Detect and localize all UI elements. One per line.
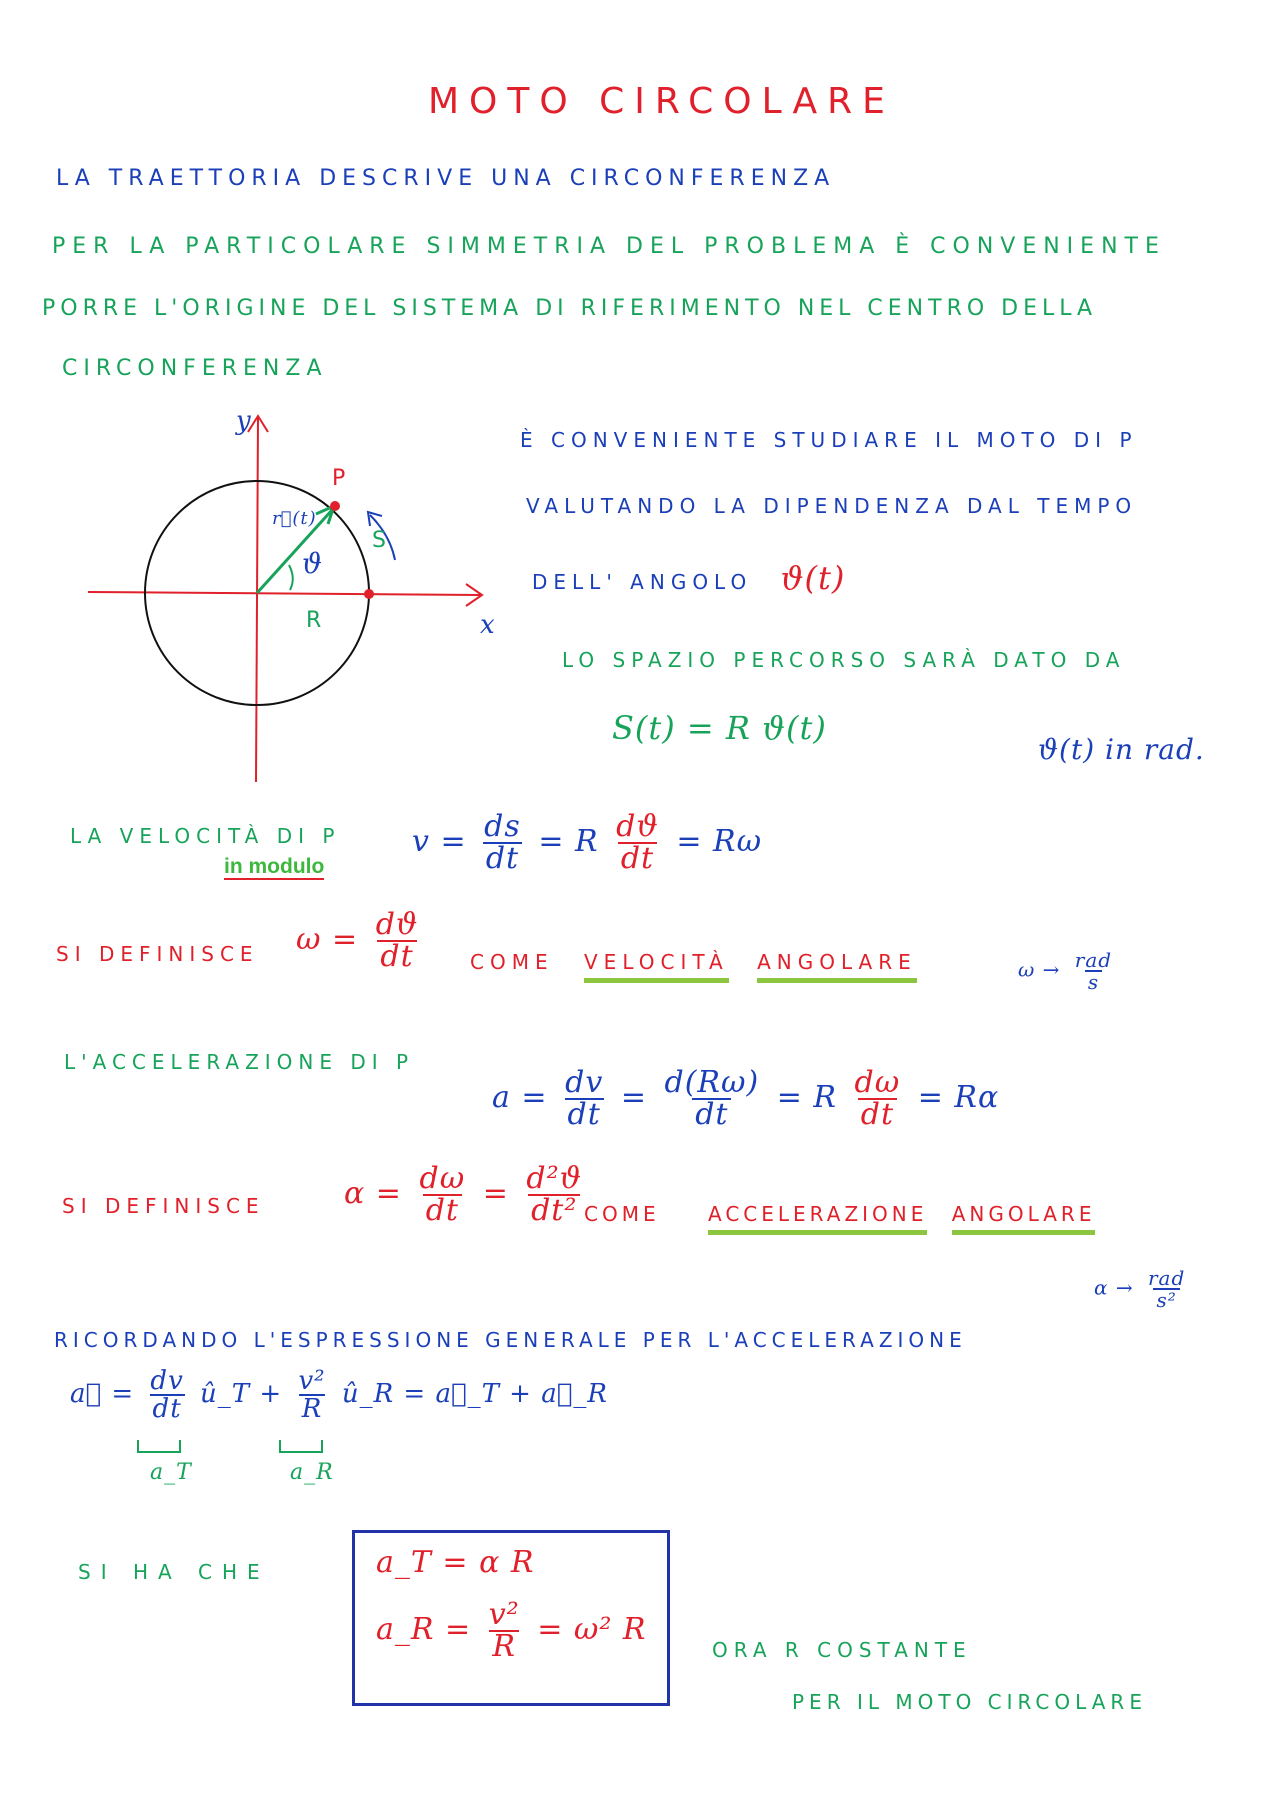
general-f2-den: R [299, 1394, 326, 1422]
study-line-2: VALUTANDO LA DIPENDENZA DAL TEMPO [526, 494, 1138, 518]
eq-1: = [620, 1080, 647, 1115]
d-romega-dt: dt [692, 1098, 731, 1130]
alpha-unit-num: rad [1147, 1266, 1186, 1290]
alpha-formula [344, 1161, 589, 1228]
alpha-unit-den: s² [1153, 1288, 1179, 1310]
alpha-unit-fraction [1145, 1268, 1188, 1310]
brace-a-r: a_R [290, 1460, 334, 1485]
radius-label: R [306, 608, 328, 633]
ds-dt-fraction [481, 809, 524, 876]
space-formula: S(t) = R ϑ(t) [612, 709, 827, 747]
note-line-2: PER IL MOTO CIRCOLARE [792, 1690, 1147, 1714]
omega-unit-lhs: ω → [1018, 957, 1061, 982]
general-fraction-2 [295, 1368, 328, 1422]
d-romega: d(Rω) [664, 1065, 760, 1100]
in-modulo-text: in modulo [224, 855, 325, 878]
in-modulo-note [224, 856, 324, 878]
a-r-lhs: a_R = [376, 1612, 472, 1647]
omega-eq: ω = [296, 922, 359, 957]
velocity-formula [412, 809, 763, 876]
dv-dt-fraction [562, 1065, 606, 1132]
si-ha-che: SI HA CHE [78, 1560, 270, 1584]
eq-3: = Rα [917, 1080, 1000, 1115]
acceleration-formula [492, 1065, 1000, 1132]
study-line-1: È CONVENIENTE STUDIARE IL MOTO DI P [520, 428, 1138, 452]
theta-label: ϑ [302, 547, 324, 580]
y-axis-label: y [236, 406, 252, 436]
intro-line-3: PORRE L'ORIGINE DEL SISTEMA DI RIFERIMENTO NEL CENTRO DELLA [42, 296, 1098, 321]
dv-dt: dt [565, 1098, 604, 1130]
a-r-formula [376, 1597, 647, 1664]
alpha-unit [1094, 1268, 1192, 1310]
omega-unit-den: s [1085, 970, 1102, 992]
alpha-f2-num: d²ϑ [526, 1161, 583, 1196]
angolare-word: ANGOLARE [757, 950, 917, 983]
general-fraction-1 [147, 1368, 186, 1422]
a-r-num: v² [488, 1597, 520, 1632]
velocita-word: VELOCITÀ [584, 950, 729, 983]
study-line-3-text: DELL' ANGOLO [532, 570, 753, 594]
u-t-term: û_T + [200, 1379, 283, 1409]
accelerazione-word: ACCELERAZIONE [708, 1202, 927, 1235]
dt2: dt [618, 842, 657, 874]
ds: ds [484, 809, 521, 844]
dv: dv [565, 1065, 604, 1100]
eq-2: = R [776, 1080, 837, 1115]
dtheta: dϑ [616, 809, 659, 844]
intro-line-1: LA TRAETTORIA DESCRIVE UNA CIRCONFERENZA [56, 166, 836, 191]
d-romega-fraction [662, 1065, 763, 1132]
acceleration-label: L'ACCELERAZIONE DI P [64, 1050, 415, 1074]
omega-unit-fraction [1072, 950, 1115, 992]
study-line-3 [532, 559, 846, 597]
omega-den: dt [377, 940, 416, 972]
alpha-f1-num: dω [419, 1161, 466, 1196]
alpha-come: COME [584, 1202, 660, 1226]
alpha-f1-den: dt [423, 1194, 462, 1226]
note-line-1: ORA R COSTANTE [712, 1638, 972, 1662]
circle-diagram [80, 400, 500, 800]
domega-dt: dt [858, 1098, 897, 1130]
alpha-unit-lhs: α → [1094, 1275, 1134, 1300]
velocity-label: LA VELOCITÀ DI P [70, 824, 341, 848]
alpha-fraction-2 [523, 1161, 585, 1228]
alpha-eq-2: = [482, 1176, 509, 1211]
v-eq: v = [412, 824, 467, 859]
alpha-eq: α = [344, 1176, 402, 1211]
a-vec-eq: a⃗ = [70, 1379, 135, 1409]
brace-a-t: a_T [150, 1460, 192, 1485]
a-t-formula: a_T = α R [376, 1545, 535, 1580]
general-f2-num: v² [298, 1366, 326, 1396]
alpha-def-text: SI DEFINISCE [62, 1194, 265, 1218]
arc-s-label: S [372, 528, 392, 553]
omega-def-text: SI DEFINISCE [56, 942, 259, 966]
alpha-fraction-1 [416, 1161, 468, 1228]
domega: dω [854, 1065, 901, 1100]
eq-r-omega: = Rω [676, 824, 763, 859]
dtheta-dt-fraction [613, 809, 662, 876]
vector-r-label: r⃗(t) [272, 508, 317, 529]
alpha-name [708, 1204, 1095, 1224]
x-axis-label: x [480, 610, 496, 640]
omega-unit [1018, 950, 1119, 992]
general-f1-den: dt [150, 1394, 185, 1422]
omega-unit-num: rad [1074, 948, 1113, 972]
alpha-f2-den: dt² [528, 1194, 580, 1226]
eq-r: = R [538, 824, 599, 859]
theta-of-t: ϑ(t) [780, 559, 846, 597]
intro-line-4: CIRCONFERENZA [62, 356, 328, 381]
a-eq: a = [492, 1080, 548, 1115]
domega-dt-fraction [852, 1065, 904, 1132]
space-text: LO SPAZIO PERCORSO SARÀ DATO DA [562, 648, 1126, 672]
omega-num: dϑ [375, 907, 419, 942]
u-r-term: û_R = a⃗_T + a⃗_R [341, 1379, 608, 1409]
page-title: MOTO CIRCOLARE [428, 81, 895, 122]
omega-name [584, 952, 917, 972]
point-p-label: P [332, 466, 352, 491]
angolare-word-2: ANGOLARE [952, 1202, 1096, 1235]
omega-fraction [373, 907, 422, 974]
intro-line-2: PER LA PARTICOLARE SIMMETRIA DEL PROBLEMA È CONVENIENTE [52, 234, 1166, 259]
omega-come: COME [470, 950, 554, 974]
dt: dt [483, 842, 522, 874]
a-r-rhs: = ω² R [537, 1612, 647, 1647]
rad-note: ϑ(t) in rad. [1038, 733, 1205, 766]
general-f1-num: dv [150, 1366, 184, 1396]
general-formula [70, 1368, 608, 1422]
general-text: RICORDANDO L'ESPRESSIONE GENERALE PER L'ACCELERAZIONE [54, 1328, 967, 1352]
a-r-den: R [489, 1630, 519, 1662]
omega-formula [296, 907, 425, 974]
a-r-fraction [486, 1597, 523, 1664]
